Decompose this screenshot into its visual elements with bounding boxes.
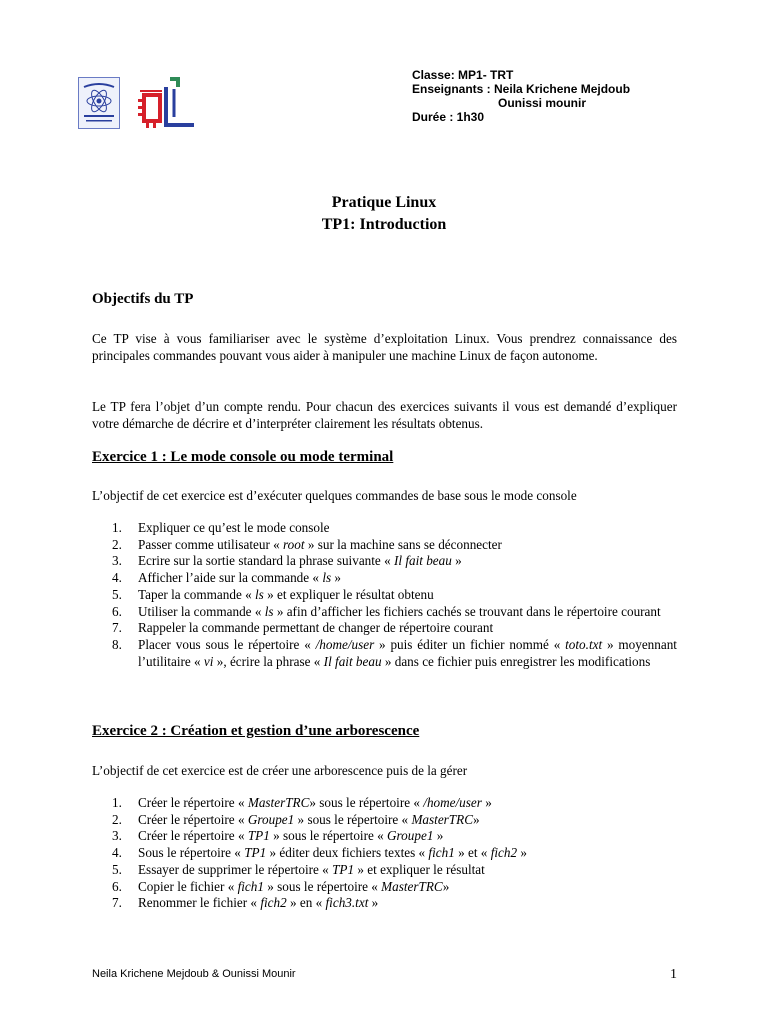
list-item-text: » en « bbox=[286, 895, 326, 911]
list-item-term: root bbox=[283, 536, 305, 552]
list-item-term: fich3.txt bbox=[325, 895, 369, 911]
list-item bbox=[92, 520, 677, 537]
exercise-1-list bbox=[92, 520, 677, 670]
list-item-number: 3. bbox=[112, 828, 122, 844]
course-info bbox=[412, 68, 630, 124]
list-item-text: » bbox=[442, 878, 450, 894]
faculty-logo bbox=[78, 77, 120, 129]
list-item-number: 2. bbox=[112, 811, 122, 827]
list-item-number: 2. bbox=[112, 536, 122, 552]
list-item-term: fich1 bbox=[428, 845, 455, 861]
list-item-term: toto.txt bbox=[565, 636, 603, 652]
list-item-term: fich2 bbox=[490, 845, 518, 861]
list-item-term: /home/user bbox=[423, 795, 482, 810]
list-item-number: 8. bbox=[112, 636, 122, 652]
list-item-text: Créer le répertoire « bbox=[138, 795, 248, 810]
list-item bbox=[92, 637, 677, 670]
list-item-term: TP1 bbox=[247, 828, 270, 844]
list-item-text: Taper la commande « bbox=[138, 586, 255, 602]
list-item-term: Il fait beau bbox=[323, 653, 382, 669]
list-item-text: Créer le répertoire « bbox=[138, 811, 248, 827]
doc-title: Pratique Linux bbox=[331, 194, 437, 211]
list-item-text: » bbox=[472, 811, 480, 827]
list-item-number: 1. bbox=[112, 520, 122, 535]
list-item-number: 4. bbox=[112, 845, 122, 861]
list-item-text: » sur la machine sans se déconnecter bbox=[304, 536, 502, 552]
exercise-2-list bbox=[92, 795, 677, 912]
list-item-text: Rappeler la commande permettant de changer de répertoire courant bbox=[138, 620, 494, 636]
list-item-text: » et « bbox=[454, 845, 491, 861]
list-item bbox=[92, 862, 677, 879]
footer-authors: Neila Krichene Mejdoub & Ounissi Mounir bbox=[92, 968, 296, 980]
list-item-term: MasterTRC bbox=[411, 811, 473, 827]
list-item-term: ls bbox=[264, 603, 274, 619]
list-item-term: TP1 bbox=[332, 861, 355, 877]
teacher-2: Ounissi mounir bbox=[498, 96, 587, 110]
list-item-term: Il fait beau bbox=[393, 553, 452, 569]
list-item-text: », écrire la phrase « bbox=[213, 653, 324, 669]
list-item-text: Placer vous sous le répertoire « bbox=[138, 636, 316, 652]
list-item-term: MasterTRC bbox=[381, 878, 443, 894]
list-item-text: Utiliser la commande « bbox=[138, 603, 265, 619]
list-item-term: ls bbox=[322, 570, 332, 586]
list-item-term: ls bbox=[254, 586, 264, 602]
list-item-term: Groupe1 bbox=[247, 811, 295, 827]
doc-subtitle: TP1: Introduction bbox=[321, 216, 447, 233]
list-item-number: 5. bbox=[112, 586, 122, 602]
teachers-label: Enseignants : Neila Krichene Mejdoub bbox=[412, 82, 631, 96]
list-item-text: » sous le répertoire « bbox=[309, 795, 424, 810]
list-item bbox=[92, 587, 677, 604]
list-item-number: 5. bbox=[112, 861, 122, 877]
objectives-heading: Objectifs du TP bbox=[92, 291, 194, 307]
list-item-term: TP1 bbox=[244, 845, 267, 861]
list-item-text: » puis éditer un fichier nommé « bbox=[374, 636, 566, 652]
list-item-text: Renommer le fichier « bbox=[138, 895, 261, 911]
list-item-text: » bbox=[517, 845, 527, 861]
list-item bbox=[92, 879, 677, 896]
list-item-term: MasterTRC bbox=[247, 795, 310, 810]
list-item-text: Sous le répertoire « bbox=[138, 845, 245, 861]
list-item bbox=[92, 795, 677, 812]
list-item-text: » bbox=[481, 795, 492, 810]
objectives-paragraph-2: Le TP fera l’objet d’un compte rendu. Pour chacun des exercices suivants il vous est demandé d’expliquer votre démarche de décrire et d’interpréter clairement les résultats obtenus. bbox=[92, 399, 677, 431]
objectives-paragraph-1: Ce TP vise à vous familiariser avec le système d’exploitation Linux. Vous prendrez connaissance des principales commandes pouvant vous aider à manipuler une machine Linux de façon autonome. bbox=[92, 331, 677, 363]
list-item-term: vi bbox=[203, 653, 214, 669]
list-item bbox=[92, 812, 677, 829]
list-item-number: 7. bbox=[112, 895, 122, 911]
list-item-number: 3. bbox=[112, 553, 122, 569]
list-item bbox=[92, 570, 677, 587]
list-item bbox=[92, 895, 677, 912]
list-item-text: » moyennant l’utilitaire « bbox=[138, 636, 677, 669]
exercise-1-heading: Exercice 1 : Le mode console ou mode terminal bbox=[92, 449, 394, 465]
list-item bbox=[92, 845, 677, 862]
list-item-text: Passer comme utilisateur « bbox=[138, 536, 284, 552]
exercise-2-intro: L’objectif de cet exercice est de créer une arborescence puis de la gérer bbox=[92, 763, 468, 778]
list-item bbox=[92, 537, 677, 554]
list-item-number: 6. bbox=[112, 878, 122, 894]
list-item-text: » bbox=[433, 828, 444, 844]
list-item-number: 7. bbox=[112, 620, 122, 636]
list-item-text: Essayer de supprimer le répertoire « bbox=[138, 861, 333, 877]
list-item bbox=[92, 620, 677, 637]
list-item-text: » bbox=[451, 553, 462, 569]
list-item-text: » et expliquer le résultat obtenu bbox=[263, 586, 434, 602]
list-item-term: Groupe1 bbox=[387, 828, 434, 844]
duration-label: Durée : 1h30 bbox=[412, 110, 485, 124]
list-item bbox=[92, 553, 677, 570]
list-item-text: » dans ce fichier puis enregistrer les modifications bbox=[381, 653, 651, 669]
list-item-text: » bbox=[331, 570, 341, 586]
list-item-text: » et expliquer le résultat bbox=[354, 861, 485, 877]
list-item-number: 6. bbox=[112, 603, 122, 619]
department-logo bbox=[136, 73, 198, 133]
list-item-text: Copier le fichier « bbox=[138, 878, 238, 894]
list-item-text: » sous le répertoire « bbox=[263, 878, 382, 894]
list-item bbox=[92, 604, 677, 621]
list-item-number: 1. bbox=[112, 795, 122, 810]
list-item-text: » afin d’afficher les fichiers cachés se trouvant dans le répertoire courant bbox=[273, 603, 661, 619]
list-item-text: Afficher l’aide sur la commande « bbox=[138, 570, 323, 586]
list-item-term: fich2 bbox=[260, 895, 287, 911]
list-item-number: 4. bbox=[112, 570, 122, 586]
list-item-text: » éditer deux fichiers textes « bbox=[266, 845, 429, 861]
exercise-1-intro: L’objectif de cet exercice est d’exécuter quelques commandes de base sous le mode console bbox=[92, 488, 577, 503]
class-label: Classe: MP1- TRT bbox=[412, 68, 514, 82]
list-item-text: » bbox=[368, 895, 379, 911]
exercise-2-heading: Exercice 2 : Création et gestion d’une arborescence bbox=[92, 723, 420, 739]
list-item-text: Expliquer ce qu’est le mode console bbox=[138, 520, 330, 535]
list-item-text: Ecrire sur la sortie standard la phrase suivante « bbox=[138, 553, 394, 569]
list-item-text: » sous le répertoire « bbox=[269, 828, 388, 844]
list-item-text: » sous le répertoire « bbox=[294, 811, 412, 827]
page-number: 1 bbox=[670, 967, 677, 982]
list-item-term: /home/user bbox=[315, 636, 375, 652]
list-item bbox=[92, 828, 677, 845]
list-item-term: fich1 bbox=[237, 878, 264, 894]
list-item-text: Créer le répertoire « bbox=[138, 828, 248, 844]
